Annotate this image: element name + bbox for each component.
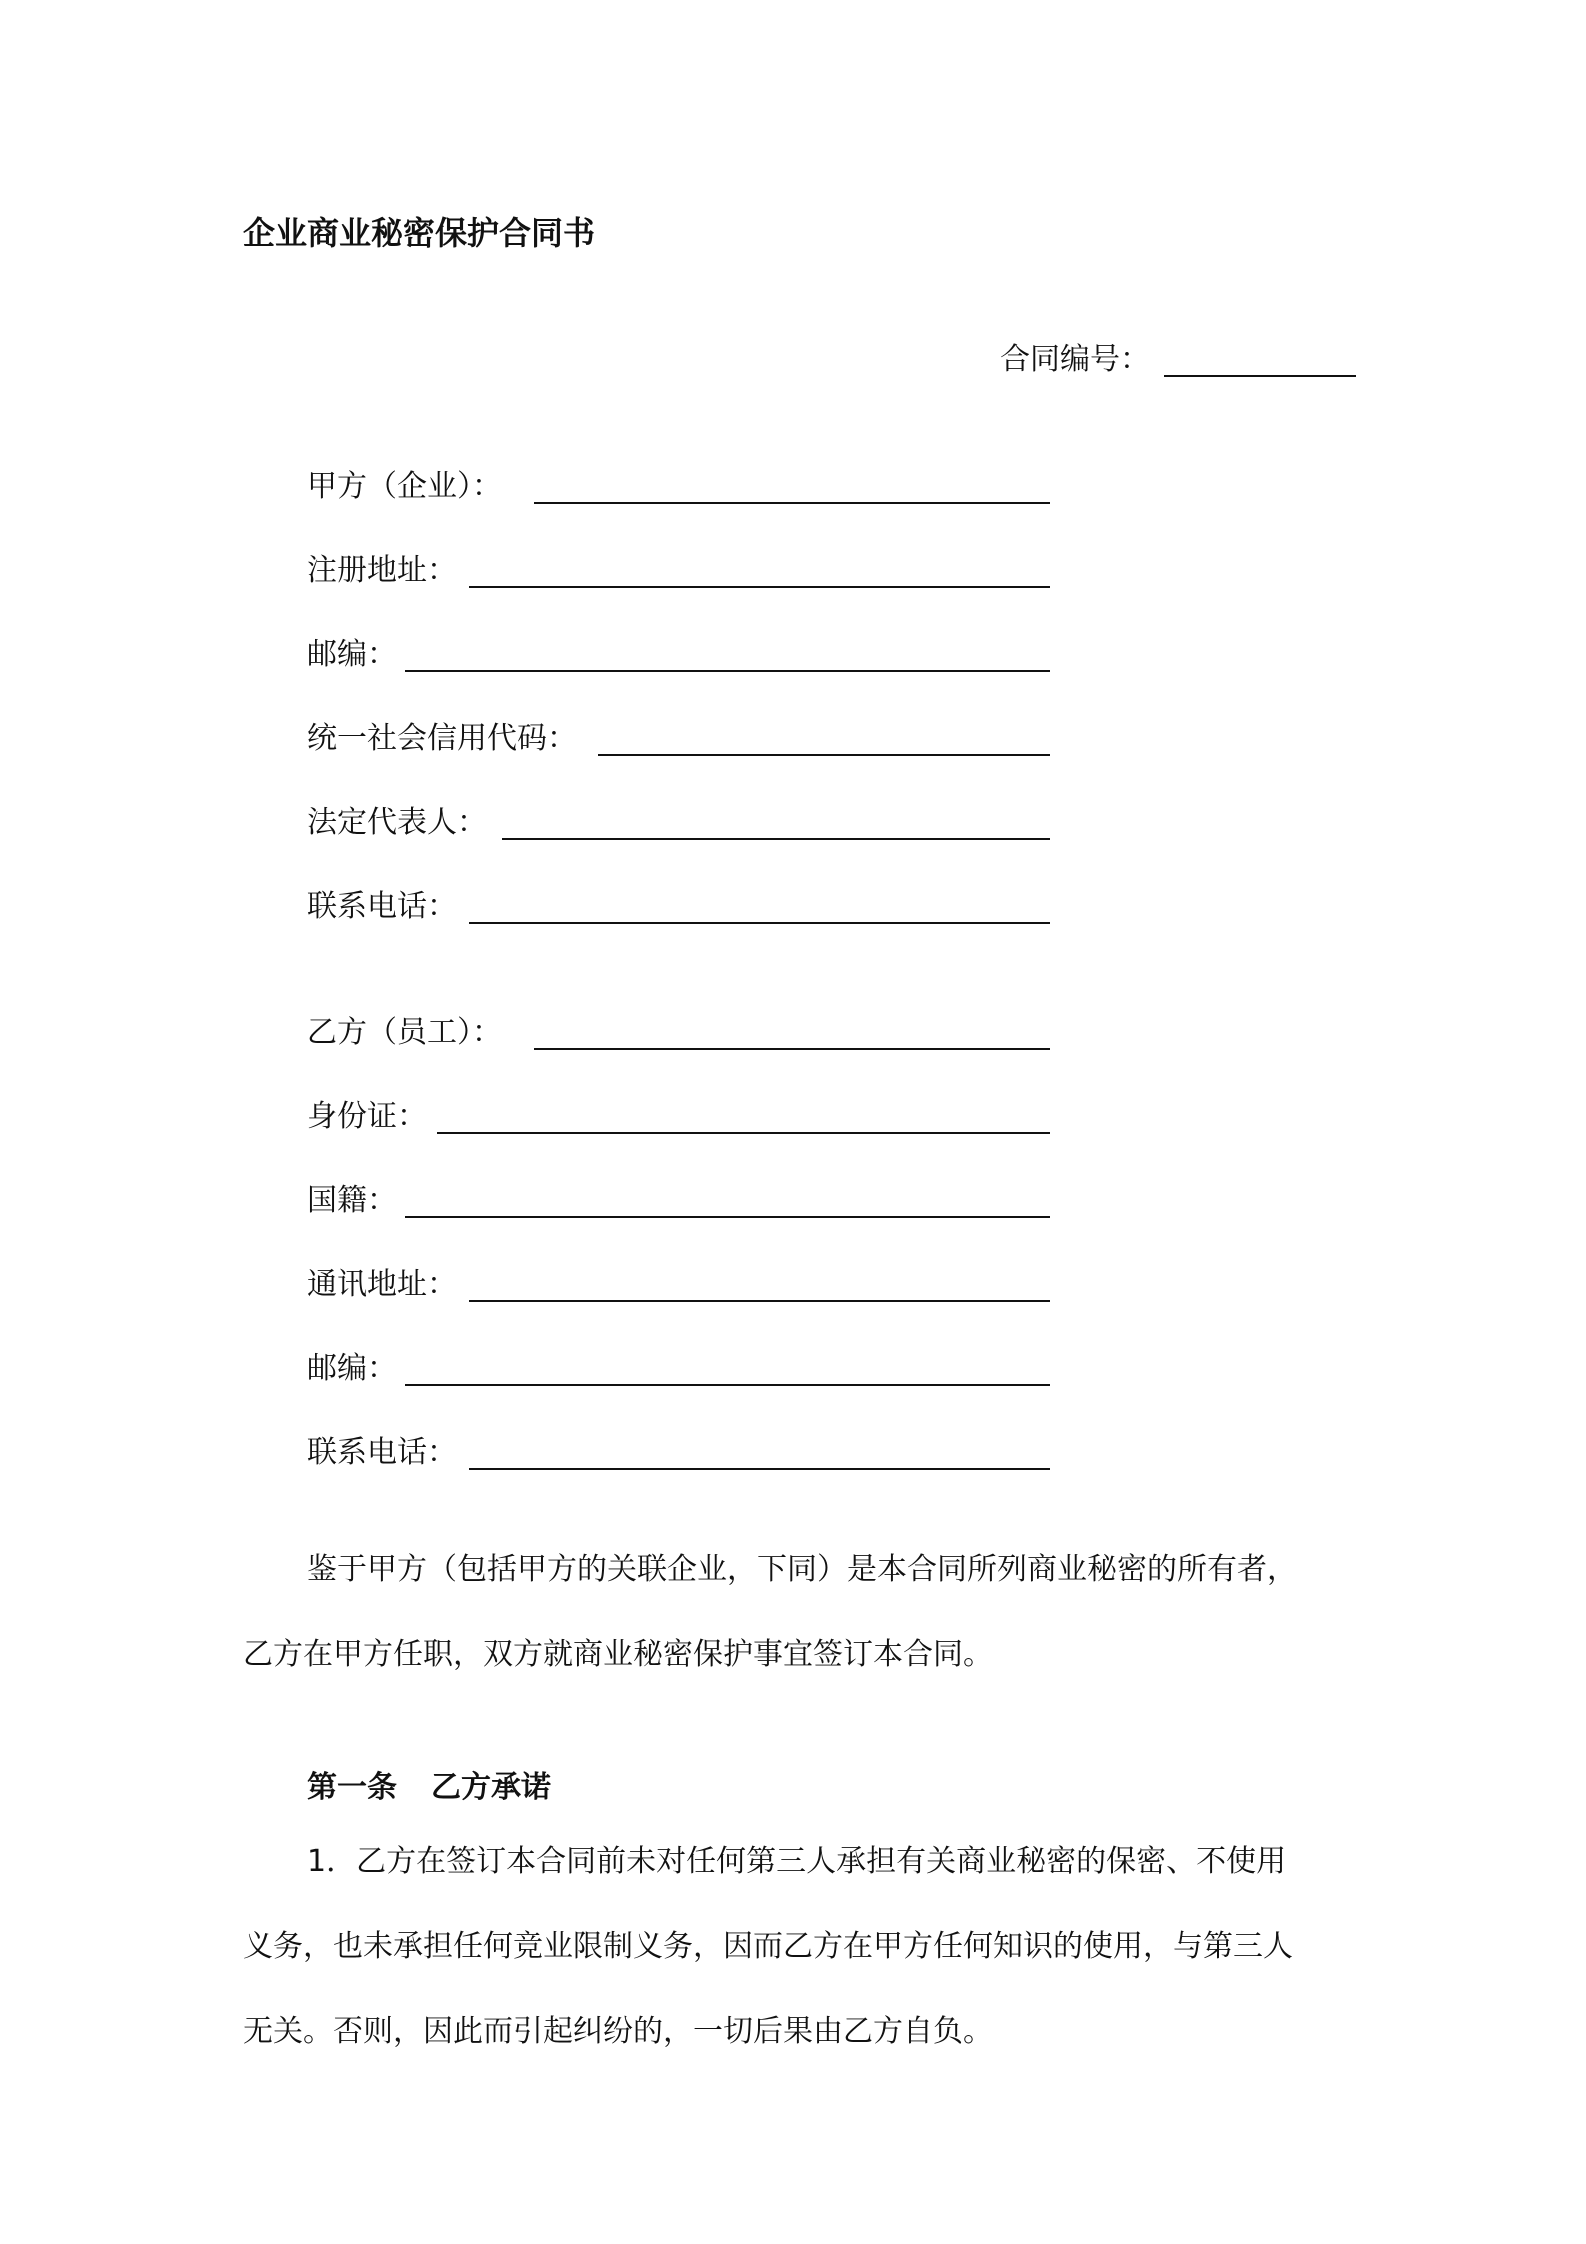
party-b-nationality-blank [405,1216,1050,1218]
party-b-address-label: 通讯地址： [307,1267,457,1302]
party-b-name-label: 乙方（员工）： [307,1015,502,1050]
contract-number-blank [1164,375,1356,377]
party-a-credit-code-blank [598,754,1050,756]
party-b-id-blank [437,1132,1050,1134]
party-a-legal-rep-label: 法定代表人： [307,805,487,840]
party-b-phone-blank [469,1468,1050,1470]
document-title: 企业商业秘密保护合同书 [243,214,596,252]
article-1-title: 乙方承诺 [431,1770,551,1805]
preamble-line-2: 乙方在甲方任职，双方就商业秘密保护事宜签订本合同。 [243,1637,993,1672]
article-1-clause-1-line-3: 无关。否则，因此而引起纠纷的，一切后果由乙方自负。 [243,2014,993,2049]
party-a-address-label: 注册地址： [307,553,457,588]
article-1-clause-1-line-2: 义务，也未承担任何竞业限制义务，因而乙方在甲方任何知识的使用，与第三人 [243,1929,1293,1964]
party-b-id-label: 身份证： [307,1099,427,1134]
party-a-postcode-label: 邮编： [307,637,397,672]
preamble-line-1: 鉴于甲方（包括甲方的关联企业，下同）是本合同所列商业秘密的所有者， [307,1552,1297,1587]
party-a-credit-code-label: 统一社会信用代码： [307,721,577,756]
article-1-heading [307,1762,551,1806]
party-a-phone-label: 联系电话： [307,889,457,924]
party-a-legal-rep-blank [502,838,1050,840]
party-a-postcode-blank [405,670,1050,672]
party-b-phone-label: 联系电话： [307,1435,457,1470]
contract-number-label: 合同编号： [1000,342,1150,377]
party-b-address-blank [469,1300,1050,1302]
party-a-address-blank [469,586,1050,588]
article-1-number: 第一条 [307,1770,397,1805]
party-a-phone-blank [469,922,1050,924]
party-b-nationality-label: 国籍： [307,1183,397,1218]
party-b-name-blank [534,1048,1050,1050]
party-b-postcode-blank [405,1384,1050,1386]
party-a-name-label: 甲方（企业）： [307,469,502,504]
party-b-postcode-label: 邮编： [307,1351,397,1386]
article-1-clause-1-line-1: 1．乙方在签订本合同前未对任何第三人承担有关商业秘密的保密、不使用 [307,1844,1287,1879]
party-a-name-blank [534,502,1050,504]
